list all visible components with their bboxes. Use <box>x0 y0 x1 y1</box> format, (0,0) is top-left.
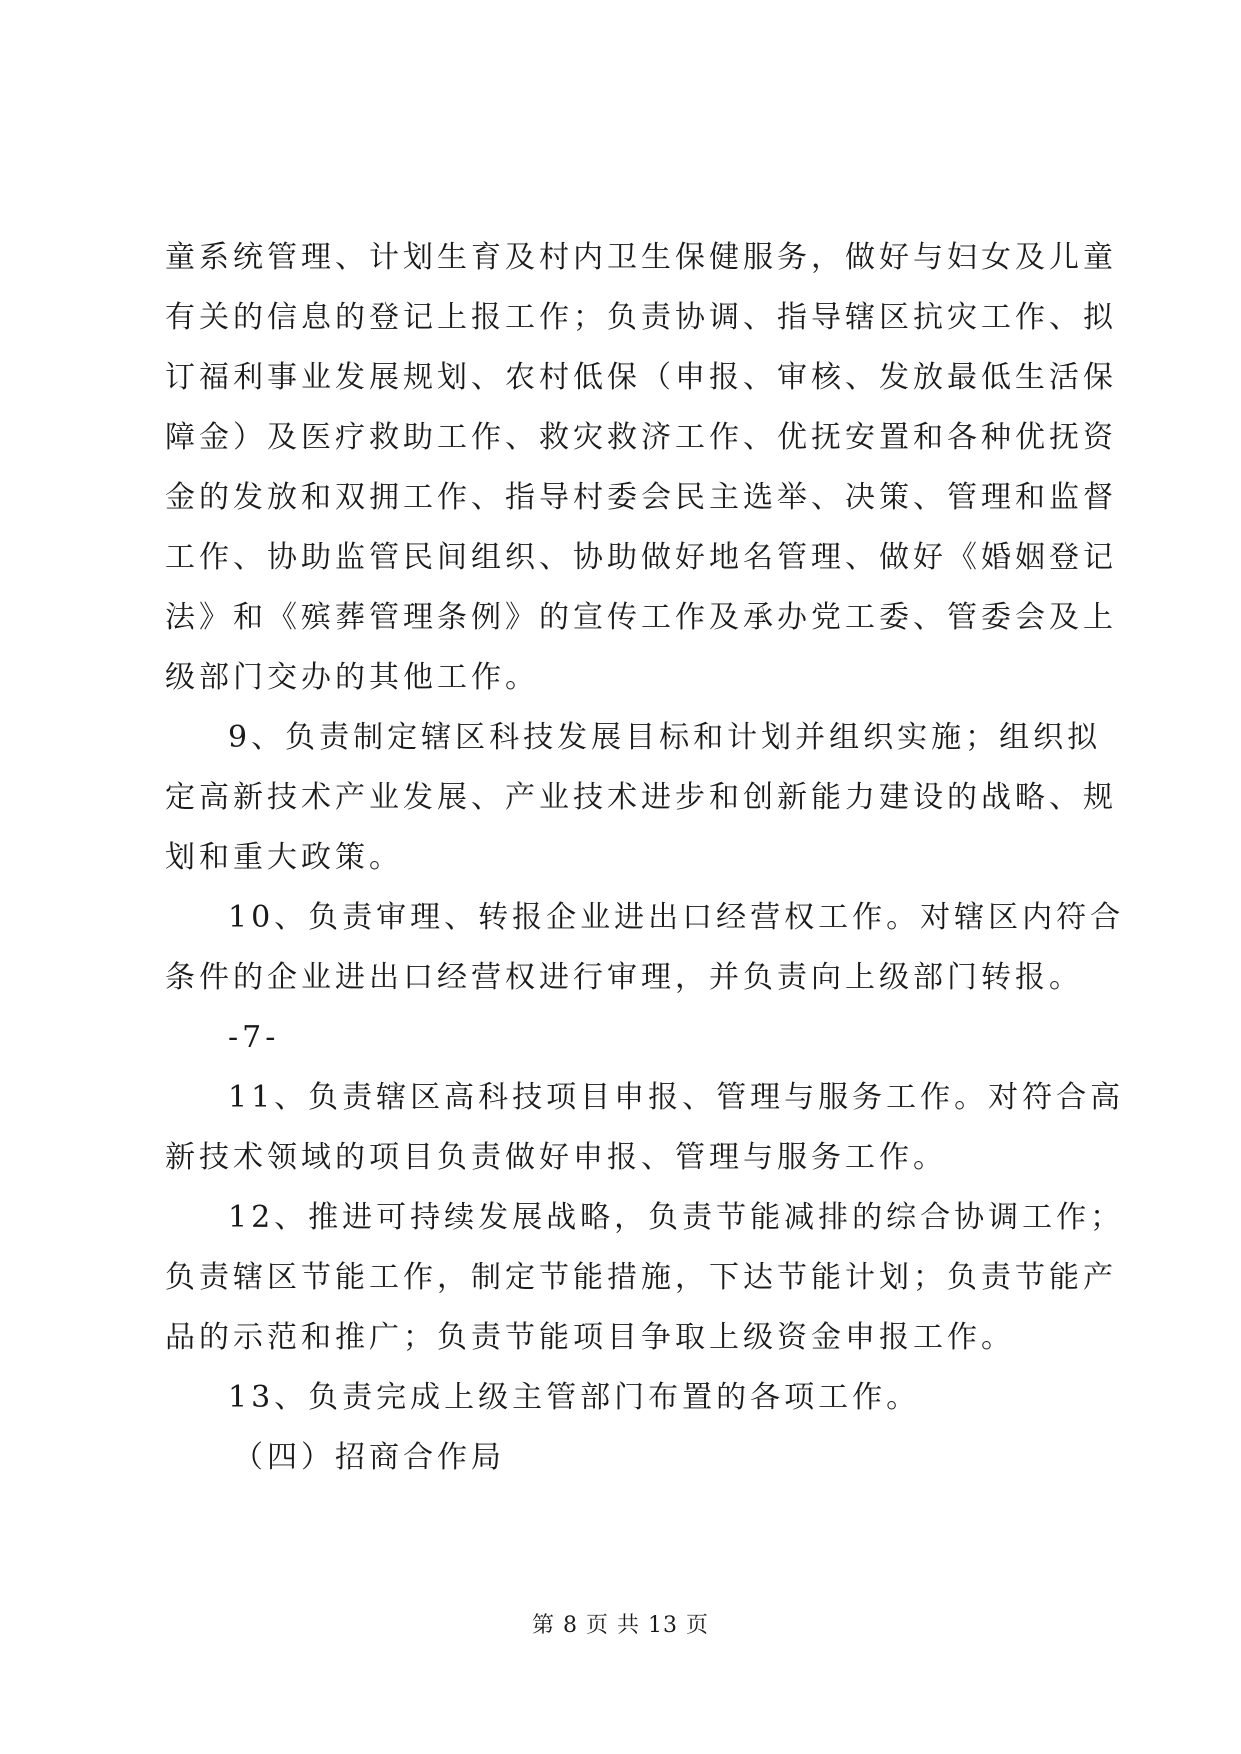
document-body <box>165 228 1125 1488</box>
text-line: 工作、协助监管民间组织、协助做好地名管理、做好《婚姻登记 <box>165 540 1117 575</box>
text-line: 法》和《殡葬管理条例》的宣传工作及承办党工委、管委会及上 <box>165 600 1117 635</box>
text-line: 10、负责审理、转报企业进出口经营权工作。对辖区内符合 <box>228 900 1125 935</box>
section-heading: （四）招商合作局 <box>233 1440 505 1475</box>
text-line: 负责辖区节能工作，制定节能措施，下达节能计划；负责节能产 <box>165 1260 1117 1295</box>
text-line: 新技术领域的项目负责做好申报、管理与服务工作。 <box>165 1140 947 1175</box>
inline-page-marker: -7- <box>228 1020 280 1055</box>
text-line: 9、负责制定辖区科技发展目标和计划并组织实施；组织拟 <box>228 720 1102 755</box>
text-line: 品的示范和推广；负责节能项目争取上级资金申报工作。 <box>165 1320 1015 1355</box>
text-line: 童系统管理、计划生育及村内卫生保健服务，做好与妇女及儿童 <box>165 240 1117 275</box>
text-line: 12、推进可持续发展战略，负责节能减排的综合协调工作； <box>228 1200 1125 1235</box>
text-line: 障金）及医疗救助工作、救灾救济工作、优抚安置和各种优抚资 <box>165 420 1117 455</box>
page-footer: 第 8 页 共 13 页 <box>532 1613 709 1638</box>
text-line: 划和重大政策。 <box>165 840 403 875</box>
text-line: 订福利事业发展规划、农村低保（申报、审核、发放最低生活保 <box>165 360 1117 395</box>
text-line: 11、负责辖区高科技项目申报、管理与服务工作。对符合高 <box>228 1080 1125 1115</box>
text-line: 条件的企业进出口经营权进行审理，并负责向上级部门转报。 <box>165 960 1083 995</box>
text-line: 级部门交办的其他工作。 <box>165 660 539 695</box>
text-line: 有关的信息的登记上报工作；负责协调、指导辖区抗灾工作、拟 <box>165 300 1117 335</box>
text-line: 金的发放和双拥工作、指导村委会民主选举、决策、管理和监督 <box>165 480 1117 515</box>
text-line: 13、负责完成上级主管部门布置的各项工作。 <box>228 1380 921 1415</box>
text-line: 定高新技术产业发展、产业技术进步和创新能力建设的战略、规 <box>165 780 1117 815</box>
